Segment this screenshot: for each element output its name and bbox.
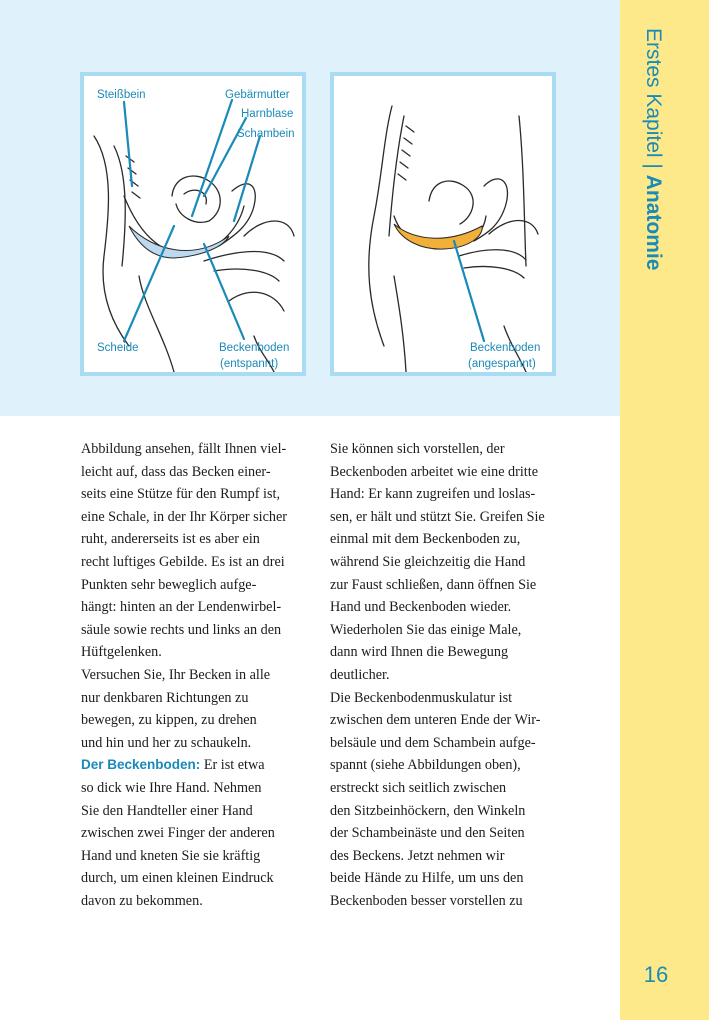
text-line: Sie den Handteller einer Hand <box>81 802 253 819</box>
text-line: einmal mit dem Beckenboden zu, <box>330 531 521 548</box>
text-line: den Sitzbeinhöckern, den Winkeln <box>330 802 526 819</box>
label-coccyx: Steißbein <box>97 89 146 101</box>
pelvis-drawing-tensed <box>334 76 552 372</box>
text-line: davon zu bekommen. <box>81 892 203 909</box>
text-line: durch, um einen kleinen Eindruck <box>81 870 274 887</box>
text-line: erstreckt sich seitlich zwischen <box>330 779 507 796</box>
text-line: sen, er hält und stützt Sie. Greifen Sie <box>330 508 545 525</box>
text-line: zwischen dem unteren Ende der Wir- <box>330 712 541 729</box>
label-tensed: (angespannt) <box>468 358 536 370</box>
text-line: leicht auf, dass das Becken einer- <box>81 463 271 480</box>
text-line: belsäule und dem Schambein aufge- <box>330 734 536 751</box>
text-line: der Schambeinäste und den Seiten <box>330 825 525 842</box>
text-line: eine Schale, in der Ihr Körper sicher <box>81 508 288 525</box>
keyword-line <box>81 754 311 777</box>
text-line: beide Hände zu Hilfe, um uns den <box>330 870 524 887</box>
label-pubis: Schambein <box>237 128 295 140</box>
text-line: säule sowie rechts und links an den <box>81 621 282 638</box>
text-line: Versuchen Sie, Ihr Becken in alle <box>81 666 271 683</box>
text-line: deutlicher. <box>330 666 390 683</box>
text-line: Hand und kneten Sie sie kräftig <box>81 847 261 864</box>
label-relaxed: (entspannt) <box>220 358 279 370</box>
text-line: nur denkbaren Richtungen zu <box>81 689 249 706</box>
text-line: während Sie gleichzeitig die Hand <box>330 553 526 570</box>
text-line: Hüftgelenken. <box>81 644 162 661</box>
label-vagina: Scheide <box>97 342 139 354</box>
chapter-heading <box>640 28 670 328</box>
text-line: Sie können sich vorstellen, der <box>330 441 505 457</box>
text-line: dann wird Ihnen die Bewegung <box>330 644 509 661</box>
text-line: Beckenboden arbeitet wie eine dritte <box>330 463 538 480</box>
body-column-right <box>330 438 560 912</box>
text-line: ruht, andererseits ist es aber ein <box>81 531 260 548</box>
chapter-topic: Anatomie <box>642 174 665 271</box>
label-bladder: Harnblase <box>241 108 294 120</box>
text-line: seits eine Stütze für den Rumpf ist, <box>81 486 280 503</box>
chapter-separator: | <box>642 163 665 169</box>
text-line: Abbildung ansehen, fällt Ihnen viel- <box>81 441 287 457</box>
text-line: Punkten sehr beweglich aufge- <box>81 576 257 593</box>
text-line: Wiederholen Sie das einige Male, <box>330 621 522 638</box>
text-line: des Beckens. Jetzt nehmen wir <box>330 847 505 864</box>
text-line: Hand und Beckenboden wieder. <box>330 599 512 616</box>
text-line: so dick wie Ihre Hand. Nehmen <box>81 779 262 796</box>
text-line: spannt (siehe Abbildungen oben), <box>330 757 521 774</box>
section-keyword: Der Beckenboden: <box>81 757 201 773</box>
text-line: Die Beckenbodenmuskulatur ist <box>330 689 513 706</box>
label-pelvic-floor-relaxed: Beckenboden <box>219 342 290 354</box>
text-line: hängt: hinten an der Lendenwirbel- <box>81 599 282 616</box>
body-column-left <box>81 438 311 912</box>
figure-tensed-pelvic-floor <box>330 72 556 376</box>
text-line: bewegen, zu kippen, zu drehen <box>81 712 257 729</box>
text-line: Hand: Er kann zugreifen und loslas- <box>330 486 536 503</box>
text-line: Beckenboden besser vorstellen zu <box>330 892 523 909</box>
label-pelvic-floor-tensed: Beckenboden <box>470 342 541 354</box>
text-line: zwischen zwei Finger der anderen <box>81 825 275 842</box>
figure-relaxed-pelvic-floor <box>80 72 306 376</box>
label-uterus: Gebärmutter <box>225 89 290 101</box>
keyword-tail: Er ist etwa <box>200 757 265 774</box>
text-line: zur Faust schließen, dann öffnen Sie <box>330 576 537 593</box>
chapter-title: Erstes Kapitel <box>642 28 665 158</box>
text-line: und hin und her zu schaukeln. <box>81 734 252 751</box>
page-number: 16 <box>643 962 669 987</box>
text-line: recht luftiges Gebilde. Es ist an drei <box>81 553 285 570</box>
